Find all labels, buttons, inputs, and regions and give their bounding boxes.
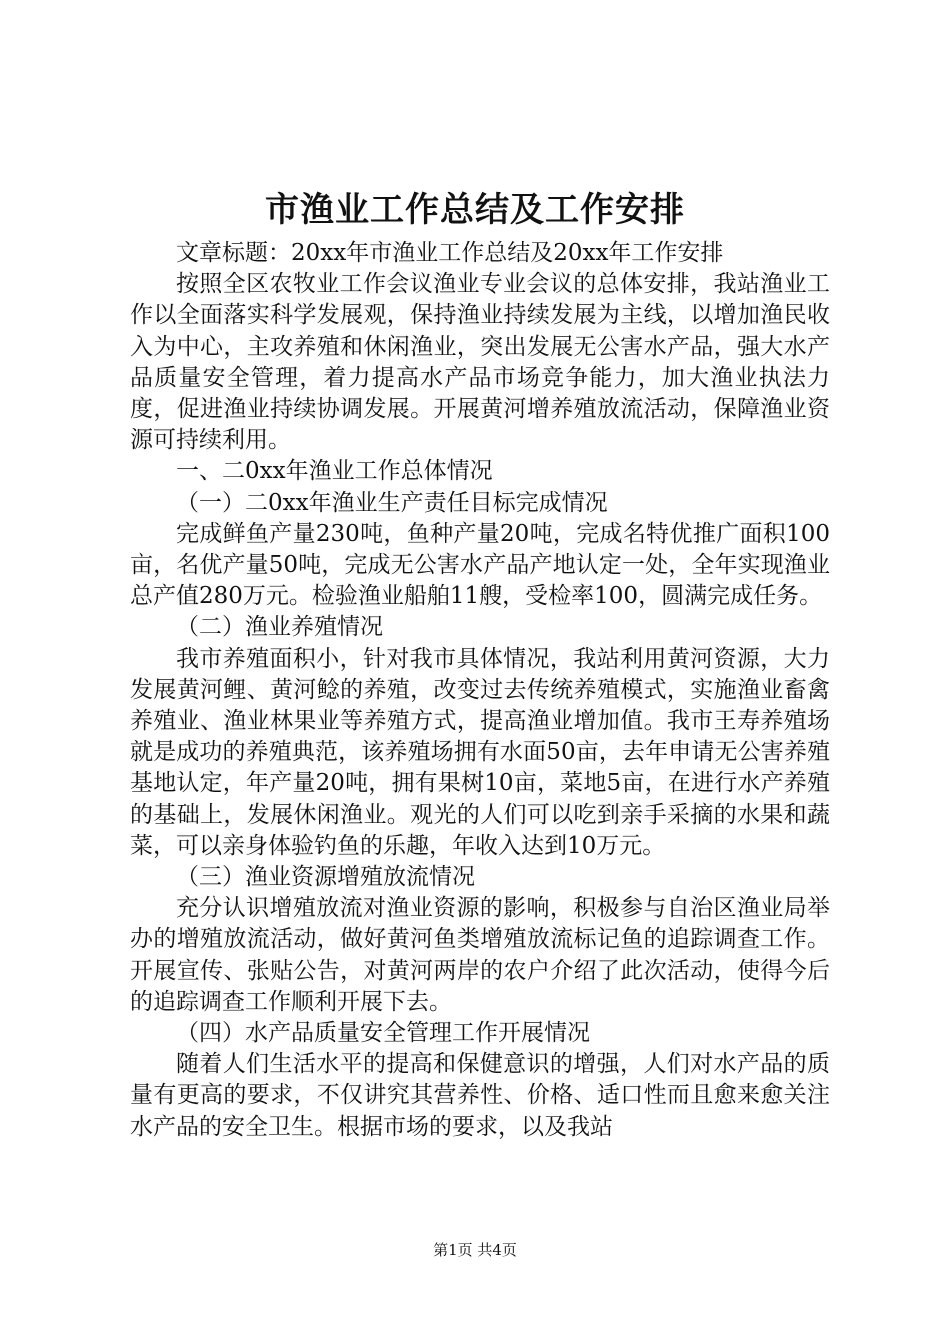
document-title: 市渔业工作总结及工作安排: [265, 190, 685, 230]
section-heading: 一、二0xx年渔业工作总体情况: [176, 458, 493, 485]
subsection-heading: （三）渔业资源增殖放流情况: [176, 864, 475, 891]
paragraph: 充分认识增殖放流对渔业资源的影响，积极参与自治区渔业局举办的增殖放流活动，做好黄河鱼类增殖放流标记鱼的追踪调查工作。开展宣传、张贴公告，对黄河两岸的农户介绍了此次活动，使得今后的追踪调查工作顺利开展下去。: [130, 895, 830, 1015]
paragraph: 我市养殖面积小，针对我市具体情况，我站利用黄河资源，大力发展黄河鲤、黄河鲶的养殖，改变过去传统养殖模式，实施渔业畜禽养殖业、渔业林果业等养殖方式，提高渔业增加值。我市王寿养殖场就是成功的养殖典范，该养殖场拥有水面50亩，去年申请无公害养殖基地认定，年产量20吨，拥有果树10亩，菜地5亩，在进行水产养殖的基础上，发展休闲渔业。观光的人们可以吃到亲手采摘的水果和蔬菜，可以亲身体验钓鱼的乐趣，年收入达到10万元。: [130, 645, 830, 859]
paragraph: 随着人们生活水平的提高和保健意识的增强，人们对水产品的质量有更高的要求，不仅讲究其营养性、价格、适口性而且愈来愈关注水产品的安全卫生。根据市场的要求，以及我站: [130, 1051, 830, 1140]
document-body: [130, 238, 830, 1143]
paragraph: 完成鲜鱼产量230吨，鱼种产量20吨，完成名特优推广面积100亩，名优产量50吨，完成无公害水产品产地认定一处，全年实现渔业总产值280万元。检验渔业船舶11艘，受检率100，圆满完成任务。: [130, 520, 830, 610]
subsection-heading: （一）二0xx年渔业生产责任目标完成情况: [176, 489, 608, 516]
subsection-heading: （二）渔业养殖情况: [176, 614, 383, 641]
page-footer: 第1页 共4页: [433, 1241, 517, 1259]
article-title-line: 文章标题：20xx年市渔业工作总结及20xx年工作安排: [176, 240, 724, 266]
subsection-heading: （四）水产品质量安全管理工作开展情况: [176, 1020, 590, 1047]
intro-paragraph: 按照全区农牧业工作会议渔业专业会议的总体安排，我站渔业工作以全面落实科学发展观，保持渔业持续发展为主线，以增加渔民收入为中心，主攻养殖和休闲渔业，突出发展无公害水产品，强大水产品质量安全管理，着力提高水产品市场竞争能力，加大渔业执法力度，促进渔业持续协调发展。开展黄河增养殖放流活动，保障渔业资源可持续利用。: [130, 271, 830, 454]
